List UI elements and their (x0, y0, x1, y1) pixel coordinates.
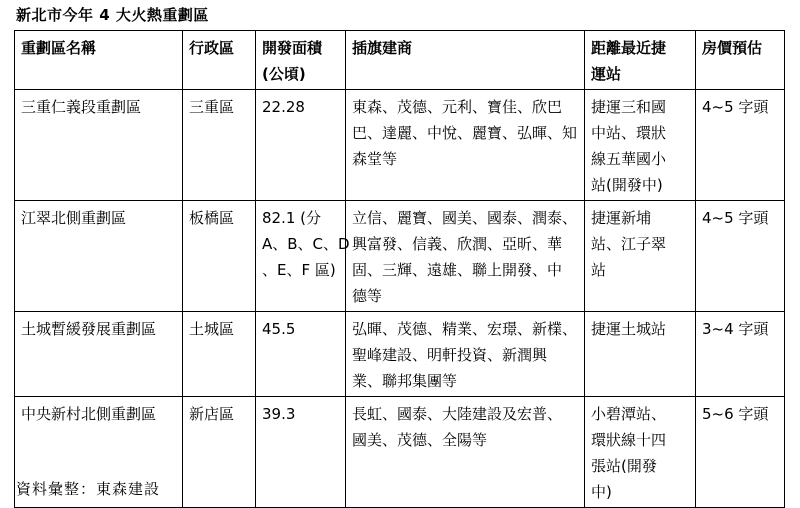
cell-text-line: 開發面積 (262, 39, 323, 57)
header-cell (585, 31, 696, 90)
table-cell (585, 312, 696, 397)
cell-text-line: 聖峰建設、明軒投資、新潤興 (352, 346, 548, 364)
cell-text-line: 德等 (352, 287, 383, 305)
table-cell (183, 312, 256, 397)
table-cell (183, 90, 256, 201)
table-cell (346, 90, 585, 201)
table-cell (585, 90, 696, 201)
table-cell (696, 201, 785, 312)
cell-text-line: 中) (591, 483, 612, 501)
cell-text-line: 巴、達麗、中悅、麗寶、弘暉、知 (352, 124, 578, 142)
table-cell (256, 90, 346, 201)
cell-text-line: 房價預估 (702, 39, 763, 57)
cell-text-line: 立信、麗寶、國美、國泰、潤泰、 (352, 209, 578, 227)
cell-text-line: 3~4 字頭 (702, 320, 769, 338)
table-cell (696, 312, 785, 397)
cell-text-line: 線五華國小 (591, 150, 667, 168)
table-cell (696, 397, 785, 508)
table-cell (256, 201, 350, 312)
header-cell (256, 31, 346, 90)
cell-text-line: 東森、茂德、元利、寶佳、欣巴 (352, 98, 563, 116)
cell-text-line: 森堂等 (352, 150, 398, 168)
cell-text-line: 三重仁義段重劃區 (21, 98, 142, 116)
table-row (15, 312, 785, 397)
cell-text-line: 弘暉、茂德、精業、宏璟、新檏、 (352, 320, 578, 338)
header-cell (696, 31, 785, 90)
table-cell (585, 201, 696, 312)
cell-text-line: 22.28 (262, 98, 305, 116)
table-cell (256, 397, 346, 508)
cell-text-line: 5~6 字頭 (702, 405, 769, 423)
cell-text-line: 、E、F 區) (262, 261, 336, 279)
cell-text-line: 站(開發中) (591, 176, 663, 194)
cell-text-line: 土城暫緩發展重劃區 (21, 320, 157, 338)
cell-text-line: 中站、環狀 (591, 124, 667, 142)
cell-text-line: 重劃區名稱 (21, 39, 97, 57)
table-cell (183, 397, 256, 508)
cell-text-line: 土城區 (189, 320, 235, 338)
cell-text-line: 三重區 (189, 98, 235, 116)
table-cell (696, 90, 785, 201)
cell-text-line: 82.1 (分 (262, 209, 322, 227)
cell-text-line: 環狀線十四 (591, 431, 667, 449)
cell-text-line: 板橋區 (189, 209, 235, 227)
cell-text-line: 中央新村北側重劃區 (21, 405, 157, 423)
table-cell (346, 312, 585, 397)
cell-text-line: 新店區 (189, 405, 235, 423)
table-cell (256, 312, 346, 397)
table-cell (15, 201, 183, 312)
table-row (15, 201, 785, 312)
table-cell (346, 201, 585, 312)
header-row (15, 31, 785, 90)
cell-text-line: 4~5 字頭 (702, 98, 769, 116)
table-cell (183, 201, 256, 312)
cell-text-line: 運站 (591, 65, 622, 83)
cell-text-line: A、B、C、D (262, 235, 350, 253)
header-cell (183, 31, 256, 90)
cell-text-line: 捷運三和國 (591, 98, 667, 116)
cell-text-line: 4~5 字頭 (702, 209, 769, 227)
cell-text-line: 45.5 (262, 320, 296, 338)
cell-text-line: 距離最近捷 (591, 39, 667, 57)
cell-text-line: 國美、茂德、全陽等 (352, 431, 488, 449)
cell-text-line: 捷運新埔 (591, 209, 652, 227)
table-cell (15, 312, 183, 397)
cell-text-line: 站 (591, 261, 607, 279)
table-row (15, 90, 785, 201)
cell-text-line: 興富發、信義、欣潤、亞昕、華 (352, 235, 563, 253)
cell-text-line: 業、聯邦集團等 (352, 372, 458, 390)
cell-text-line: 捷運土城站 (591, 320, 667, 338)
cell-text-line: 張站(開發 (591, 457, 657, 475)
header-cell (346, 31, 585, 90)
table-cell (15, 90, 183, 201)
cell-text-line: (公頃) (262, 65, 306, 83)
table-cell (585, 397, 696, 508)
source-note: 資料彙整：東森建設 (16, 480, 161, 498)
cell-text-line: 小碧潭站、 (591, 405, 667, 423)
redevelopment-table (14, 30, 785, 508)
cell-text-line: 固、三輝、遠雄、聯上開發、中 (352, 261, 563, 279)
cell-text-line: 江翠北側重劃區 (21, 209, 127, 227)
header-cell (15, 31, 183, 90)
cell-text-line: 長虹、國泰、大陸建設及宏普、 (352, 405, 563, 423)
table-title: 新北市今年 4 大火熱重劃區 (16, 6, 209, 24)
cell-text-line: 站、江子翠 (591, 235, 667, 253)
cell-text-line: 39.3 (262, 405, 296, 423)
cell-text-line: 插旗建商 (352, 39, 413, 57)
cell-text-line: 行政區 (189, 39, 235, 57)
table-cell (346, 397, 585, 508)
